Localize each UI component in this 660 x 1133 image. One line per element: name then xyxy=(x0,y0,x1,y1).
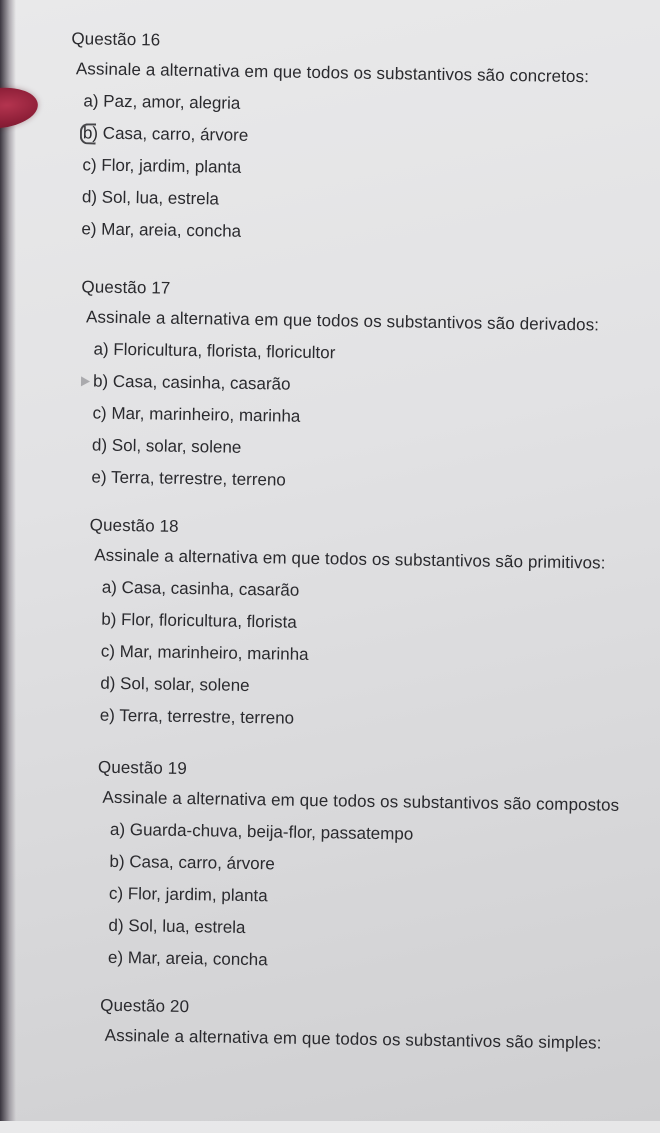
pointer-arrow-icon xyxy=(81,376,90,386)
option-d[interactable] xyxy=(92,435,660,466)
question-18 xyxy=(86,515,660,746)
question-stem: Assinale a alternativa em que todos os substantivos são concretos: xyxy=(75,59,590,87)
option-c[interactable] xyxy=(82,154,660,185)
option-e[interactable] xyxy=(91,466,660,497)
option-a[interactable] xyxy=(102,577,660,608)
option-text: c) Mar, marinheiro, marinha xyxy=(92,403,301,426)
option-text: a) Paz, amor, alegria xyxy=(83,91,241,113)
option-text: e) Mar, areia, concha xyxy=(81,219,242,241)
option-text: e) Mar, areia, concha xyxy=(107,947,268,970)
handwritten-check-mark xyxy=(80,123,96,144)
question-20 xyxy=(99,996,660,1067)
option-a[interactable] xyxy=(110,819,660,850)
question-title: Questão 20 xyxy=(100,995,190,1017)
question-title: Questão 16 xyxy=(71,29,161,50)
option-b[interactable] xyxy=(93,371,660,402)
option-c[interactable] xyxy=(109,883,660,914)
option-e[interactable] xyxy=(108,947,660,978)
option-a[interactable] xyxy=(93,339,660,370)
option-text: d) Sol, solar, solene xyxy=(91,435,242,457)
option-b[interactable] xyxy=(101,609,660,640)
option-d[interactable] xyxy=(100,673,660,704)
question-19 xyxy=(95,758,660,989)
question-16 xyxy=(68,29,660,260)
option-text: e) Terra, terrestre, terreno xyxy=(91,467,286,490)
option-text: a) Floricultura, florista, floricultor xyxy=(93,339,336,363)
question-title: Questão 17 xyxy=(81,277,171,298)
option-text: d) Sol, lua, estrela xyxy=(108,915,246,937)
question-stem: Assinale a alternativa em que todos os substantivos são primitivos: xyxy=(94,545,606,573)
option-text: c) Mar, marinheiro, marinha xyxy=(100,641,309,664)
option-text: b) Casa, casinha, casarão xyxy=(92,371,291,394)
option-d[interactable] xyxy=(108,915,660,946)
option-c[interactable] xyxy=(101,641,660,672)
option-c[interactable] xyxy=(92,403,660,434)
option-text: d) Sol, solar, solene xyxy=(100,673,250,696)
option-text: b) Flor, floricultura, florista xyxy=(101,609,297,632)
question-title: Questão 19 xyxy=(97,757,188,779)
option-b[interactable] xyxy=(83,122,660,153)
option-e[interactable] xyxy=(100,705,660,736)
option-d[interactable] xyxy=(82,186,660,217)
question-stem: Assinale a alternativa em que todos os substantivos são compostos xyxy=(102,787,620,815)
option-text: b) Casa, carro, árvore xyxy=(109,851,275,874)
option-text: b) Casa, carro, árvore xyxy=(82,123,249,145)
option-text: e) Terra, terrestre, terreno xyxy=(99,705,295,728)
option-e[interactable] xyxy=(81,218,660,249)
option-text: c) Flor, jardim, planta xyxy=(82,155,242,177)
option-text: a) Casa, casinha, casarão xyxy=(101,577,300,600)
option-text: d) Sol, lua, estrela xyxy=(81,187,220,209)
question-stem: Assinale a alternativa em que todos os substantivos são simples: xyxy=(104,1025,602,1053)
option-text: c) Flor, jardim, planta xyxy=(108,883,268,906)
option-text: a) Guarda-chuva, beija-flor, passatempo xyxy=(109,819,414,844)
question-17 xyxy=(78,277,660,508)
option-b[interactable] xyxy=(109,851,660,882)
question-title: Questão 18 xyxy=(89,515,179,536)
option-a[interactable] xyxy=(83,90,660,121)
question-stem: Assinale a alternativa em que todos os substantivos são derivados: xyxy=(85,307,600,335)
